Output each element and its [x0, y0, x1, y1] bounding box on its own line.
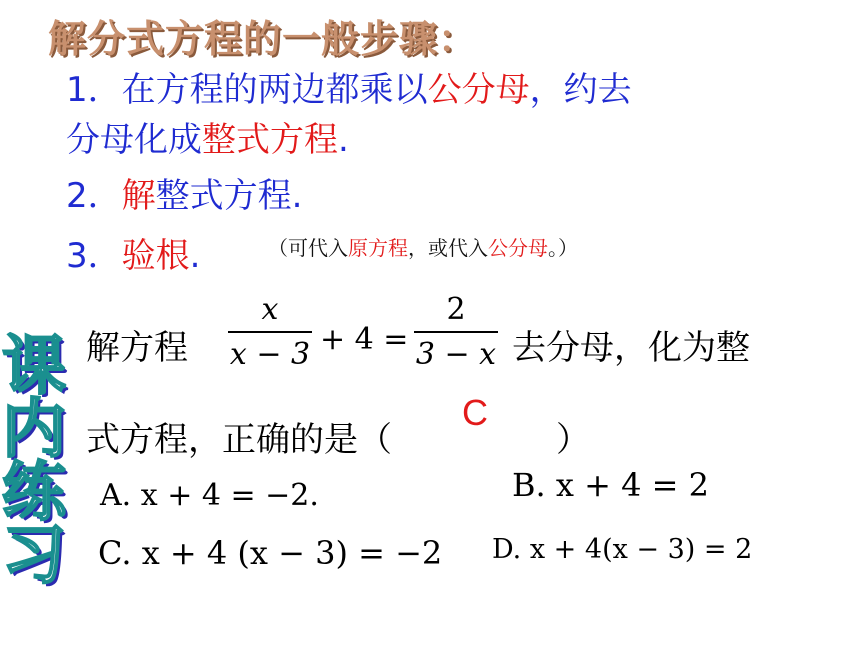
question-lead: 解方程 — [86, 328, 188, 368]
question-close-paren: ） — [556, 420, 590, 460]
note-mid: ，或代入 — [408, 236, 488, 260]
fraction-1-numerator: x — [261, 292, 279, 327]
step-3 — [66, 228, 200, 277]
slide-title: 解分式方程的一般步骤： — [48, 17, 478, 61]
option-d-expr: x + 4(x − 3) = 2 — [529, 534, 753, 565]
step-3-highlight: 验根 — [121, 236, 190, 276]
option-b-label: B. — [512, 466, 546, 504]
answer-mark: C — [462, 392, 488, 433]
step-2 — [66, 168, 302, 217]
step-3-prefix: 3． — [66, 236, 122, 276]
sidebar-char-3: 练 — [2, 456, 66, 530]
step-3-note — [268, 232, 578, 261]
option-b — [512, 466, 709, 504]
fraction-1 — [228, 292, 312, 372]
step-1-prefix: 1．在方程的两边都乘以 — [66, 70, 428, 110]
option-d-label: D. — [492, 534, 522, 565]
step-2-prefix: 2． — [66, 176, 122, 216]
sidebar-char-2: 内 — [2, 393, 66, 467]
fraction-2-numerator: 2 — [446, 292, 466, 327]
option-c-label: C. — [98, 534, 132, 572]
note-highlight-2: 公分母 — [488, 236, 548, 260]
step-3-suffix: . — [189, 236, 201, 276]
option-a-label: A. — [100, 478, 132, 513]
option-c-expr: x + 4 (x − 3) = −2 — [141, 534, 443, 572]
question-tail: 去分母，化为整 — [512, 328, 750, 368]
step-2-suffix: 整式方程. — [155, 176, 303, 216]
fraction-2-bar — [414, 331, 498, 333]
option-b-expr: x + 4 = 2 — [555, 466, 709, 504]
sidebar-char-1: 课 — [2, 330, 66, 404]
note-highlight-1: 原方程 — [348, 236, 408, 260]
step-1-suffix: ，约去 — [529, 70, 632, 110]
option-a-expr: x + 4 = −2. — [140, 478, 319, 513]
option-a — [100, 478, 319, 513]
step-1-line-2 — [66, 112, 349, 161]
step-1-line2-highlight: 整式方程 — [202, 120, 338, 160]
plus-four-equals: + 4 = — [320, 322, 409, 357]
note-open: （可代入 — [268, 236, 348, 260]
fraction-1-bar — [228, 331, 312, 333]
fraction-2 — [414, 292, 498, 372]
fraction-2-denominator: 3 − x — [415, 337, 497, 372]
option-c — [98, 534, 442, 572]
step-1-highlight: 公分母 — [427, 70, 530, 110]
question-line-2: 式方程，正确的是（ — [86, 420, 392, 460]
fraction-1-denominator: x − 3 — [229, 337, 311, 372]
option-d — [492, 534, 752, 565]
note-close: 。） — [548, 236, 578, 260]
step-2-highlight: 解 — [121, 176, 156, 216]
sidebar-char-4: 习 — [2, 519, 66, 593]
step-1-line2-prefix: 分母化成 — [66, 120, 202, 160]
step-1-line-1 — [66, 62, 632, 111]
step-1-line2-suffix: . — [338, 120, 349, 160]
